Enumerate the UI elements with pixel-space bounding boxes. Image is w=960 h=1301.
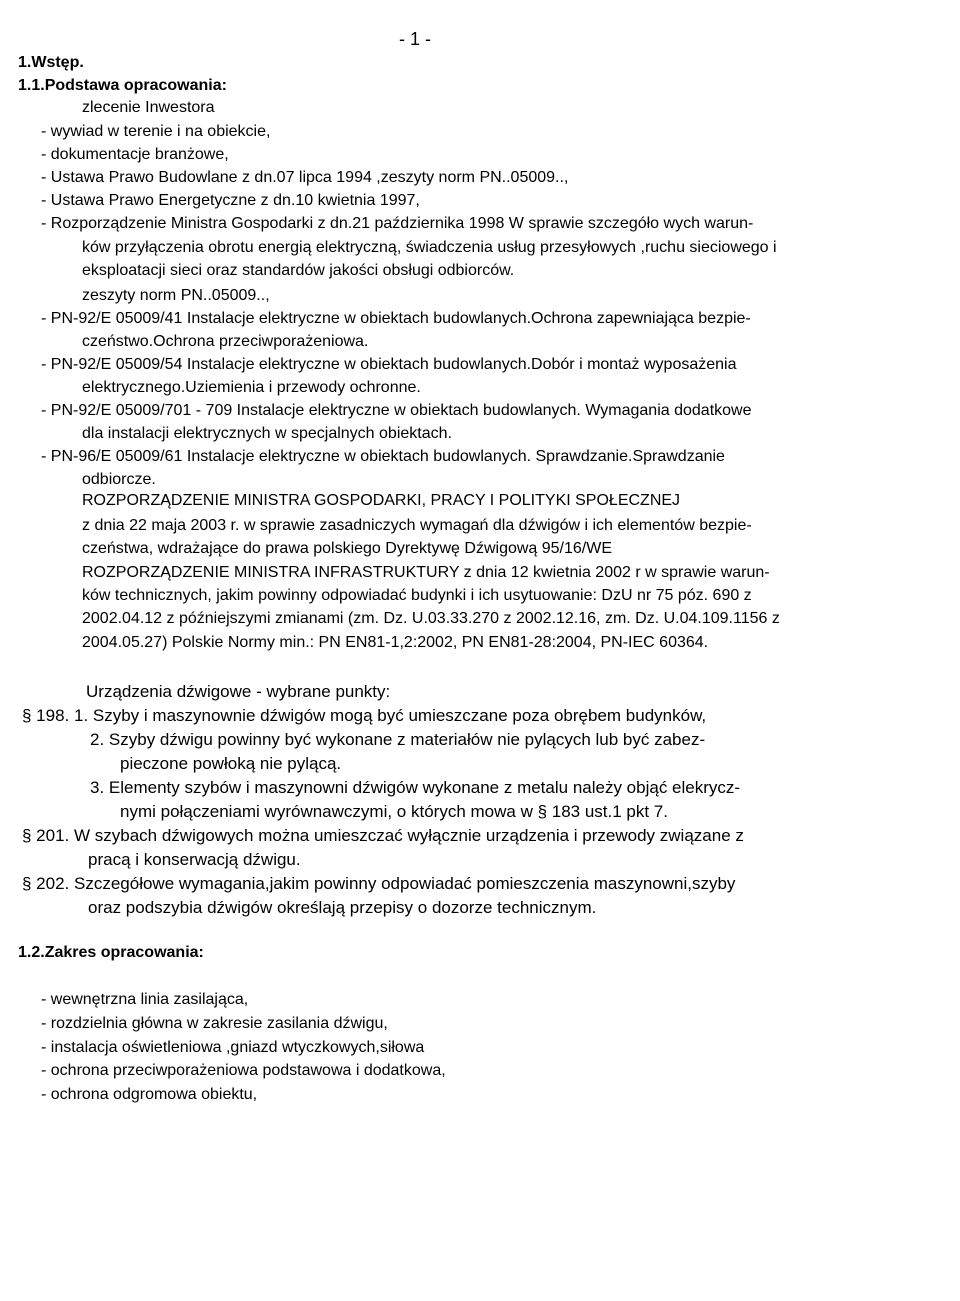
- scope-item: - ochrona odgromowa obiektu,: [41, 1086, 258, 1103]
- basis-line: ków przyłączenia obrotu energią elektryczną, świadczenia usług przesyłowych ,ruchu sieciowego i: [82, 239, 777, 256]
- lift-line: 2. Szyby dźwigu powinny być wykonane z materiałów nie pylących lub być zabez-: [90, 730, 706, 749]
- basis-line: ROZPORZĄDZENIE MINISTRA GOSPODARKI, PRACY I POLITYKI SPOŁECZNEJ: [82, 492, 681, 509]
- lift-heading: Urządzenia dźwigowe - wybrane punkty:: [86, 682, 391, 701]
- scope-heading: 1.2.Zakres opracowania:: [18, 944, 204, 961]
- basis-line: 2002.04.12 z późniejszymi zmianami (zm. Dz. U.03.33.270 z 2002.12.16, zm. Dz. U.04.109.1156 z: [82, 610, 780, 627]
- subsection-heading: 1.1.Podstawa opracowania:: [18, 77, 227, 94]
- basis-line: zlecenie Inwestora: [82, 99, 215, 116]
- scope-item: - instalacja oświetleniowa ,gniazd wtyczkowych,siłowa: [41, 1039, 425, 1056]
- basis-line: ROZPORZĄDZENIE MINISTRA INFRASTRUKTURY z dnia 12 kwietnia 2002 r w sprawie warun-: [82, 564, 770, 581]
- page-number: - 1 -: [399, 29, 432, 49]
- lift-line: pracą i konserwacją dźwigu.: [88, 850, 301, 869]
- basis-line: czeństwa, wdrażające do prawa polskiego Dyrektywę Dźwigową 95/16/WE: [82, 540, 613, 557]
- basis-line: - PN-92/E 05009/54 Instalacje elektryczne w obiektach budowlanych.Dobór i montaż wyposażenia: [41, 356, 737, 373]
- basis-line: czeństwo.Ochrona przeciwporażeniowa.: [82, 333, 369, 350]
- basis-line: - Ustawa Prawo Budowlane z dn.07 lipca 1994 ,zeszyty norm PN..05009..,: [41, 169, 569, 186]
- basis-line: odbiorcze.: [82, 471, 156, 488]
- basis-line: elektrycznego.Uziemienia i przewody ochronne.: [82, 379, 421, 396]
- basis-line: eksploatacji sieci oraz standardów jakości obsługi odbiorców.: [82, 262, 515, 279]
- lift-line: § 198. 1. Szyby i maszynownie dźwigów mogą być umieszczane poza obrębem budynków,: [22, 706, 707, 725]
- section-heading: 1.Wstęp.: [18, 54, 84, 71]
- lift-line: pieczone powłoką nie pylącą.: [120, 754, 342, 773]
- basis-line: z dnia 22 maja 2003 r. w sprawie zasadniczych wymagań dla dźwigów i ich elementów bezpie-: [82, 517, 752, 534]
- scope-item: - wewnętrzna linia zasilająca,: [41, 991, 249, 1008]
- basis-line: - PN-92/E 05009/701 - 709 Instalacje elektryczne w obiektach budowlanych. Wymagania dodatkowe: [41, 402, 752, 419]
- basis-line: - Ustawa Prawo Energetyczne z dn.10 kwietnia 1997,: [41, 192, 420, 209]
- basis-line: zeszyty norm PN..05009..,: [82, 287, 270, 304]
- lift-line: 3. Elementy szybów i maszynowni dźwigów wykonane z metalu należy objąć elekrycz-: [90, 778, 741, 797]
- scope-item: - ochrona przeciwporażeniowa podstawowa i dodatkowa,: [41, 1062, 446, 1079]
- scope-item: - rozdzielnia główna w zakresie zasilania dźwigu,: [41, 1015, 388, 1032]
- lift-line: § 202. Szczegółowe wymagania,jakim powinny odpowiadać pomieszczenia maszynowni,szyby: [22, 874, 736, 893]
- basis-line: ków technicznych, jakim powinny odpowiadać budynki i ich usytuowanie: DzU nr 75 póz. 690 z: [82, 587, 752, 604]
- basis-line: - PN-92/E 05009/41 Instalacje elektryczne w obiektach budowlanych.Ochrona zapewniająca bezpie-: [41, 310, 751, 327]
- lift-line: § 201. W szybach dźwigowych można umieszczać wyłącznie urządzenia i przewody związane z: [22, 826, 744, 845]
- lift-line: nymi połączeniami wyrównawczymi, o których mowa w § 183 ust.1 pkt 7.: [120, 802, 668, 821]
- basis-line: - PN-96/E 05009/61 Instalacje elektryczne w obiektach budowlanych. Sprawdzanie.Sprawdzanie: [41, 448, 725, 465]
- basis-line: - wywiad w terenie i na obiekcie,: [41, 123, 271, 140]
- basis-line: - dokumentacje branżowe,: [41, 146, 229, 163]
- basis-line: 2004.05.27) Polskie Normy min.: PN EN81-1,2:2002, PN EN81-28:2004, PN-IEC 60364.: [82, 634, 709, 651]
- lift-line: oraz podszybia dźwigów określają przepisy o dozorze technicznym.: [88, 898, 597, 917]
- basis-line: - Rozporządzenie Ministra Gospodarki z dn.21 października 1998 W sprawie szczegóło wych warun-: [41, 215, 754, 232]
- basis-line: dla instalacji elektrycznych w specjalnych obiektach.: [82, 425, 452, 442]
